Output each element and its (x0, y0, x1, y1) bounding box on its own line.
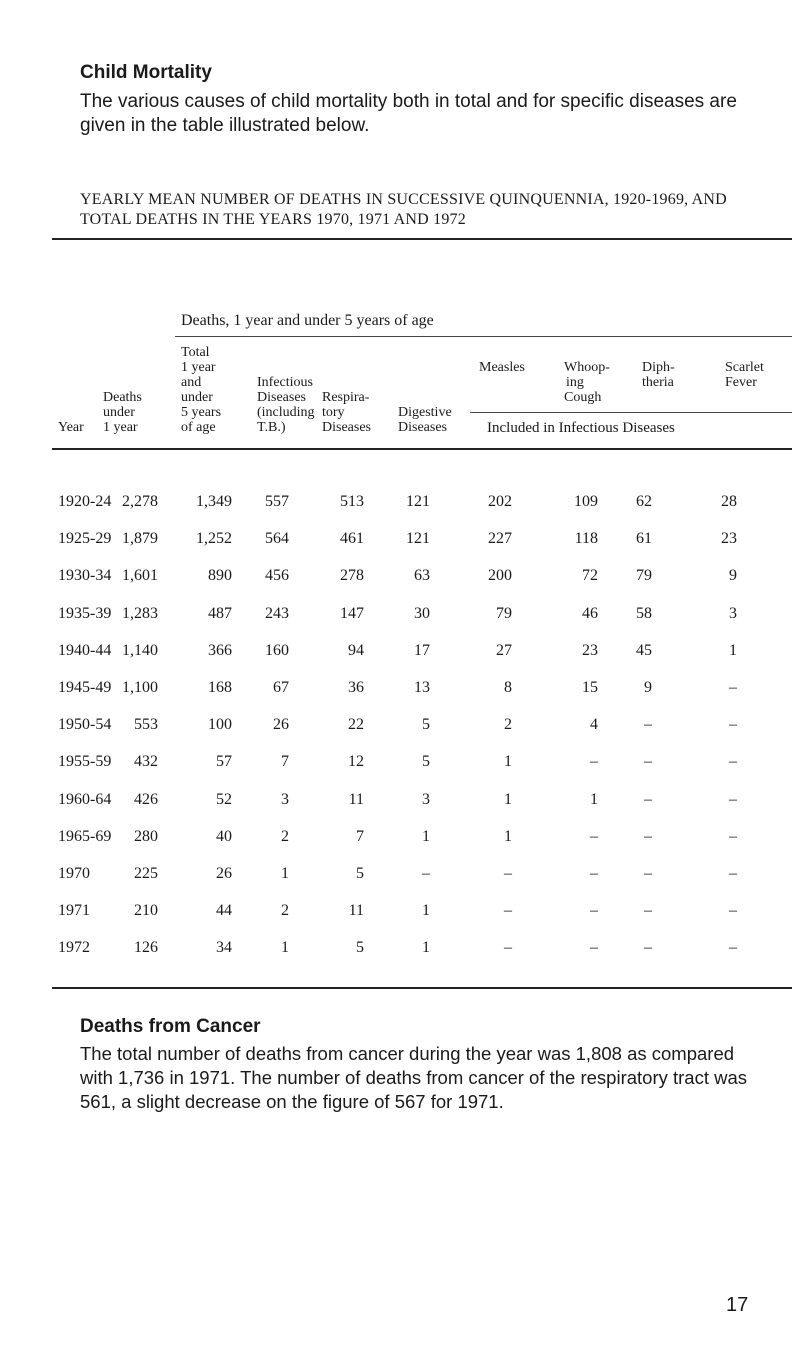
cell-digestive: 13 (414, 679, 430, 696)
cell-deaths-under-1: 1,283 (122, 604, 158, 622)
cell-measles: 202 (488, 493, 512, 510)
cell-scarlet-fever: – (729, 716, 737, 734)
header-digestive: Digestive Diseases (398, 405, 452, 435)
cell-infectious: 7 (281, 753, 289, 771)
cell-digestive: – (422, 865, 430, 882)
cell-measles: – (504, 902, 512, 920)
cell-infectious: 26 (273, 716, 289, 734)
cell-infectious: 2 (281, 902, 289, 920)
header-included-note: Included in Infectious Diseases (487, 420, 675, 436)
cell-scarlet-fever: – (729, 679, 737, 696)
cell-respiratory: 278 (340, 567, 364, 585)
header-infectious: Infectious Diseases (including T.B.) (257, 375, 315, 435)
cell-scarlet-fever: 28 (721, 493, 737, 510)
table-bottom-rule (52, 987, 792, 989)
cell-whooping-cough: 118 (574, 530, 598, 548)
cell-total: 26 (216, 865, 232, 882)
cell-respiratory: 5 (356, 865, 364, 882)
cell-diphtheria: 61 (636, 530, 652, 548)
cell-diphtheria: – (644, 865, 652, 882)
cell-infectious: 160 (265, 641, 289, 659)
cell-digestive: 5 (422, 753, 430, 771)
header-year: Year (58, 420, 84, 435)
cell-year: 1945-49 (58, 679, 112, 696)
cell-respiratory: 22 (348, 716, 364, 734)
cell-infectious: 1 (281, 865, 289, 882)
header-respiratory: Respira- tory Diseases (322, 390, 371, 435)
table-row (0, 791, 800, 815)
cell-deaths-under-1: 553 (134, 716, 158, 734)
cell-respiratory: 94 (348, 641, 364, 659)
cell-diphtheria: 9 (644, 679, 652, 696)
table-row (0, 642, 800, 666)
cell-deaths-under-1: 225 (134, 865, 158, 882)
cell-total: 890 (208, 567, 232, 585)
cell-measles: 1 (504, 753, 512, 771)
cell-infectious: 243 (265, 604, 289, 622)
cell-scarlet-fever: 23 (721, 530, 737, 548)
section-heading: Child Mortality (80, 62, 212, 83)
cell-infectious: 456 (265, 567, 289, 585)
cell-diphtheria: – (644, 716, 652, 734)
cell-diphtheria: – (644, 902, 652, 920)
cell-deaths-under-1: 280 (134, 827, 158, 845)
table-row (0, 679, 800, 703)
cell-diphtheria: – (644, 939, 652, 957)
header-total-1-to-5: Total 1 year and under 5 years of age (181, 345, 222, 435)
cell-deaths-under-1: 432 (134, 753, 158, 771)
cell-year: 1940-44 (58, 641, 112, 659)
cell-measles: 79 (496, 604, 512, 622)
cell-total: 44 (216, 902, 232, 920)
cell-total: 100 (208, 716, 232, 734)
cell-year: 1930-34 (58, 567, 112, 585)
cell-deaths-under-1: 2,278 (122, 493, 158, 510)
cell-whooping-cough: 109 (574, 493, 598, 510)
cell-scarlet-fever: – (729, 939, 737, 957)
cell-measles: 227 (488, 530, 512, 548)
cell-diphtheria: 62 (636, 493, 652, 510)
cell-respiratory: 12 (348, 753, 364, 771)
cell-whooping-cough: – (590, 865, 598, 882)
cell-year: 1971 (58, 902, 90, 920)
table-row (0, 567, 800, 591)
table-row (0, 939, 800, 963)
cell-total: 366 (208, 641, 232, 659)
cell-diphtheria: 79 (636, 567, 652, 585)
table-row (0, 605, 800, 629)
page-number: 17 (726, 1294, 749, 1316)
cell-measles: 1 (504, 827, 512, 845)
cell-respiratory: 147 (340, 604, 364, 622)
header-diphtheria: Diph- theria (642, 360, 675, 390)
cell-whooping-cough: 46 (582, 604, 598, 622)
cell-scarlet-fever: – (729, 790, 737, 808)
cell-respiratory: 11 (348, 790, 364, 808)
cell-diphtheria: – (644, 753, 652, 771)
cell-respiratory: 36 (348, 679, 364, 696)
cell-infectious: 2 (281, 827, 289, 845)
cell-whooping-cough: 23 (582, 641, 598, 659)
cell-digestive: 30 (414, 604, 430, 622)
cell-respiratory: 11 (348, 902, 364, 920)
cell-respiratory: 5 (356, 939, 364, 957)
table-row (0, 902, 800, 926)
table-row (0, 865, 800, 889)
cell-measles: 2 (504, 716, 512, 734)
cell-total: 57 (216, 753, 232, 771)
cell-digestive: 1 (422, 902, 430, 920)
cell-deaths-under-1: 426 (134, 790, 158, 808)
cell-respiratory: 461 (340, 530, 364, 548)
cell-year: 1955-59 (58, 753, 112, 771)
cell-scarlet-fever: – (729, 902, 737, 920)
cell-infectious: 67 (273, 679, 289, 696)
subheading-rule (175, 336, 792, 337)
cell-whooping-cough: 72 (582, 567, 598, 585)
cell-digestive: 5 (422, 716, 430, 734)
cell-deaths-under-1: 1,140 (122, 641, 158, 659)
cell-respiratory: 513 (340, 493, 364, 510)
cell-measles: 1 (504, 790, 512, 808)
cell-infectious: 1 (281, 939, 289, 957)
cell-year: 1972 (58, 939, 90, 957)
cell-scarlet-fever: – (729, 865, 737, 882)
cell-deaths-under-1: 1,100 (122, 679, 158, 696)
cell-year: 1960-64 (58, 790, 112, 808)
cell-digestive: 1 (422, 939, 430, 957)
cell-digestive: 121 (406, 493, 430, 510)
cell-infectious: 564 (265, 530, 289, 548)
cell-whooping-cough: – (590, 753, 598, 771)
header-whooping-cough: Whoop- ing Cough (564, 360, 610, 405)
cell-total: 1,349 (196, 493, 232, 510)
cell-deaths-under-1: 1,879 (122, 530, 158, 548)
cell-deaths-under-1: 1,601 (122, 567, 158, 585)
cell-diphtheria: 45 (636, 641, 652, 659)
cell-scarlet-fever: 3 (729, 604, 737, 622)
cell-scarlet-fever: – (729, 827, 737, 845)
header-bottom-rule (52, 448, 792, 450)
cancer-heading: Deaths from Cancer (80, 1016, 261, 1037)
table-row (0, 493, 800, 517)
cancer-paragraph: The total number of deaths from cancer during the year was 1,808 as compared with 1,736 in 1971. The number of deaths from cancer of the respiratory tract was 561, a slight decrease on the figure of 567 for 1971. (80, 1043, 748, 1112)
cell-diphtheria: – (644, 790, 652, 808)
table-top-rule (52, 238, 792, 240)
cell-total: 487 (208, 604, 232, 622)
cell-whooping-cough: – (590, 902, 598, 920)
cell-whooping-cough: – (590, 827, 598, 845)
cell-measles: – (504, 939, 512, 957)
cell-measles: 200 (488, 567, 512, 585)
cell-digestive: 63 (414, 567, 430, 585)
cell-scarlet-fever: – (729, 753, 737, 771)
cell-measles: 8 (504, 679, 512, 696)
header-measles: Measles (479, 360, 525, 375)
cell-scarlet-fever: 9 (729, 567, 737, 585)
cell-digestive: 3 (422, 790, 430, 808)
cell-diphtheria: – (644, 827, 652, 845)
cell-infectious: 3 (281, 790, 289, 808)
cell-respiratory: 7 (356, 827, 364, 845)
cell-digestive: 121 (406, 530, 430, 548)
cell-whooping-cough: 15 (582, 679, 598, 696)
header-scarlet-fever: Scarlet Fever (725, 360, 764, 390)
cell-whooping-cough: 1 (590, 790, 598, 808)
table-row (0, 753, 800, 777)
table-title: YEARLY MEAN NUMBER OF DEATHS IN SUCCESSIVE QUINQUENNIA, 1920-1969, AND TOTAL DEATHS IN THE YEARS 1970, 1971 AND 1972 (80, 191, 727, 228)
table-row (0, 716, 800, 740)
cell-total: 52 (216, 790, 232, 808)
cell-digestive: 17 (414, 641, 430, 659)
cell-deaths-under-1: 126 (134, 939, 158, 957)
cell-year: 1970 (58, 865, 90, 882)
cell-total: 1,252 (196, 530, 232, 548)
cell-year: 1950-54 (58, 716, 112, 734)
cell-measles: 27 (496, 641, 512, 659)
table-row (0, 828, 800, 852)
included-rule (470, 412, 792, 413)
cell-total: 168 (208, 679, 232, 696)
cell-diphtheria: 58 (636, 604, 652, 622)
cell-whooping-cough: – (590, 939, 598, 957)
cell-deaths-under-1: 210 (134, 902, 158, 920)
cell-measles: – (504, 865, 512, 882)
cell-infectious: 557 (265, 493, 289, 510)
cell-year: 1925-29 (58, 530, 112, 548)
cell-total: 40 (216, 827, 232, 845)
cell-whooping-cough: 4 (590, 716, 598, 734)
cell-year: 1965-69 (58, 827, 112, 845)
table-row (0, 530, 800, 554)
table-subheading: Deaths, 1 year and under 5 years of age (181, 312, 434, 329)
header-deaths-under-1: Deaths under 1 year (103, 390, 142, 435)
cell-scarlet-fever: 1 (729, 641, 737, 659)
cell-year: 1920-24 (58, 493, 112, 510)
cell-digestive: 1 (422, 827, 430, 845)
cell-year: 1935-39 (58, 604, 112, 622)
cell-total: 34 (216, 939, 232, 957)
intro-paragraph: The various causes of child mortality both in total and for specific diseases are given in the table illustrated below. (80, 91, 737, 136)
